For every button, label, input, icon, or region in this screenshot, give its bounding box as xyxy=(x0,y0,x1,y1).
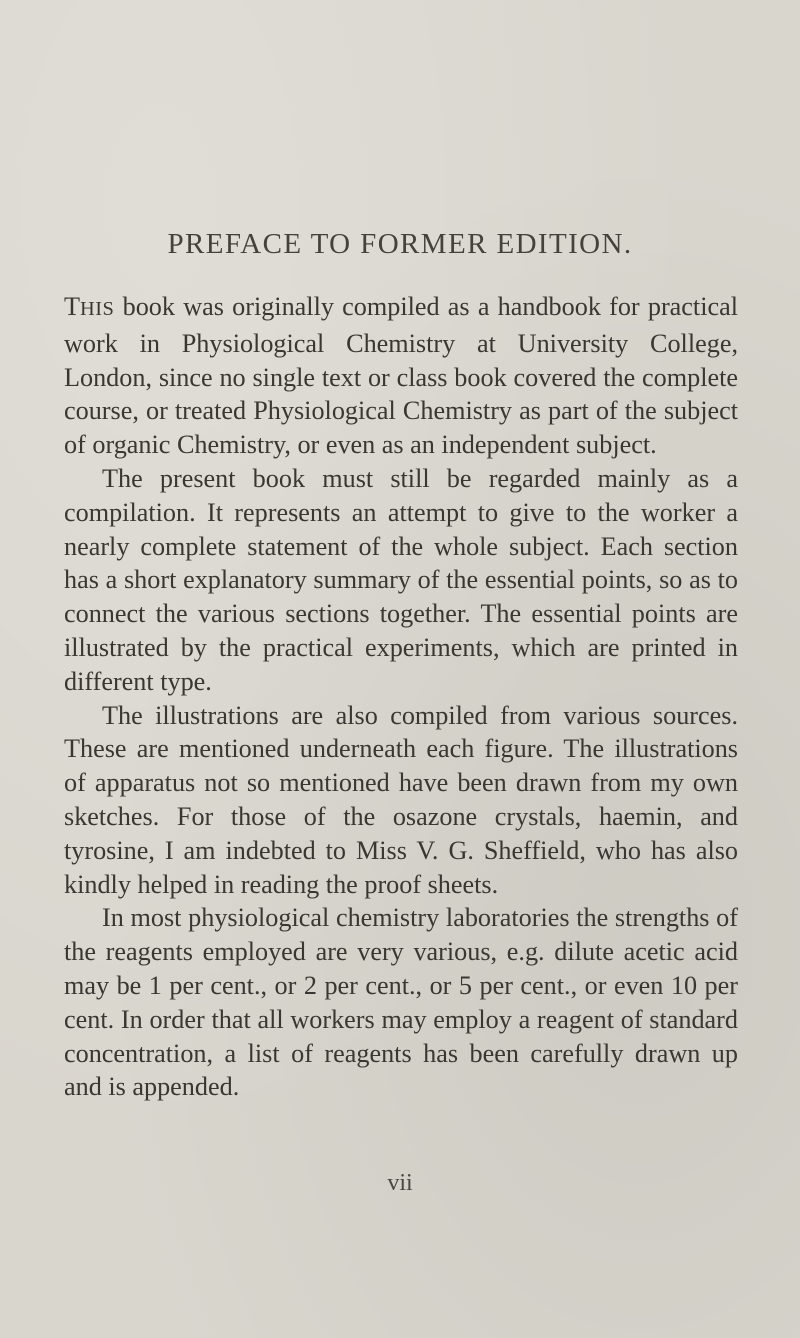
paragraph-2: The present book must still be regarded mainly as a compilation. It represents an attempt to give to the worker a nearly complete statement of the whole subject. Each section has a short explanatory summary of the essential points, so as to connect the various sections together. The essential points are illustrated by the practical experiments, which are printed in different type. xyxy=(64,463,738,696)
paragraph-1 xyxy=(64,290,738,462)
drop-capital: T xyxy=(64,292,80,321)
page-heading: PREFACE TO FORMER EDITION. xyxy=(167,228,633,260)
paragraph-4: In most physiological chemistry laboratories the strengths of the reagents employed are very various, e.g. dilute acetic acid may be 1 per cent., or 2 per cent., or 5 per cent., or even 10 per cent. In order that all workers may employ a reagent of standard concentration, a list of reagents has been carefully drawn up and is appended. xyxy=(64,903,738,1102)
paragraph-1-text: book was originally compiled as a handbook for practical work in Physiological Chemistry at University College, London, since no single text or class book covered the complete course, or treated Physiological Chemistry as part of the subject of organic Chemistry, or even as an independent subject. xyxy=(64,292,738,460)
preface-body xyxy=(64,290,738,1104)
paragraph-3: The illustrations are also compiled from various sources. These are mentioned underneath each figure. The illustrations of apparatus not so mentioned have been drawn from my own sketches. For those of the osazone crystals, haemin, and tyrosine, I am indebted to Miss V. G. Sheffield, who has also kindly helped in reading the proof sheets. xyxy=(64,700,738,899)
small-caps-lead: HIS xyxy=(80,298,115,320)
page-number: vii xyxy=(387,1170,413,1196)
